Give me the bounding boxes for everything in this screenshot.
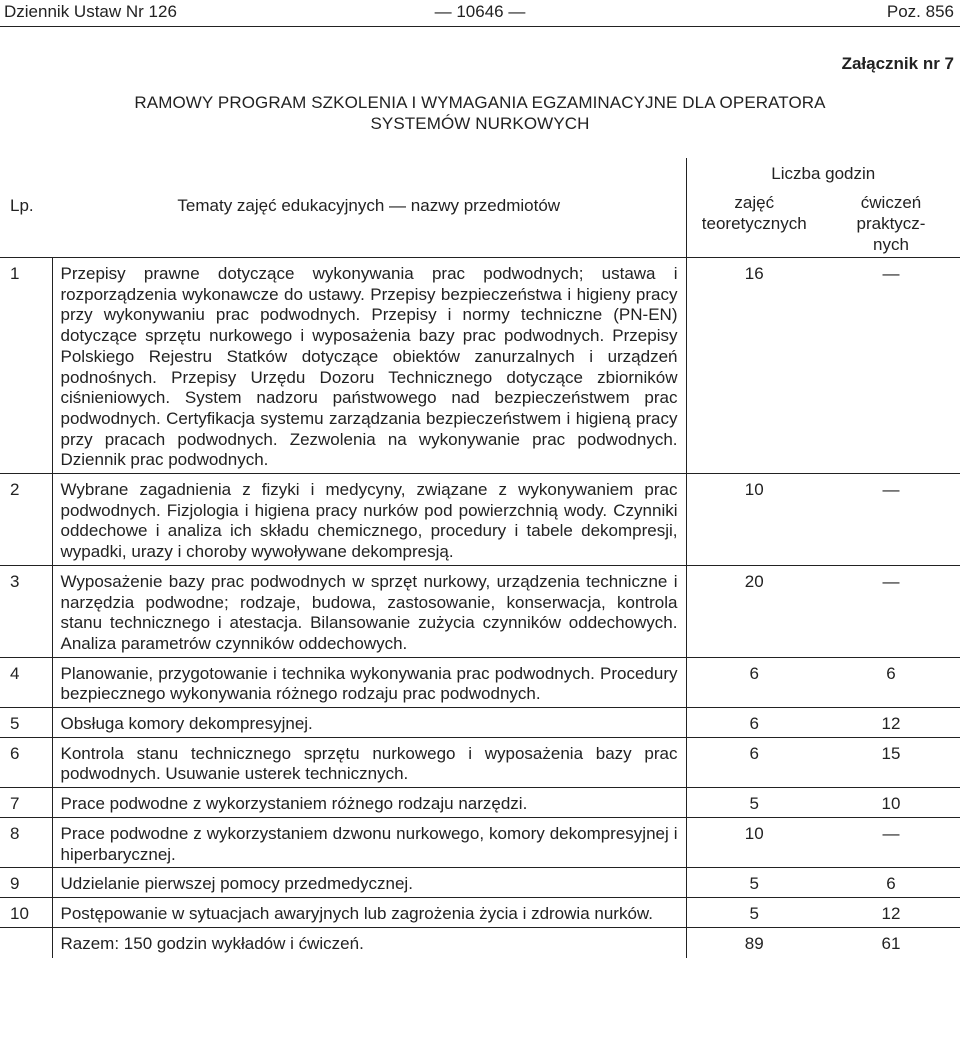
program-table: [0, 158, 960, 958]
row-practice-hours: 6: [822, 868, 960, 898]
row-practice-hours: 12: [822, 708, 960, 738]
col-header-hours: Liczba godzin: [686, 158, 960, 188]
row-topic: Prace podwodne z wykorzystaniem różnego rodzaju narzędzi.: [52, 788, 686, 818]
col-header-topic: Tematy zajęć edukacyjnych — nazwy przedmiotów: [52, 158, 686, 258]
row-topic: Wybrane zagadnienia z fizyki i medycyny, związane z wykonywaniem prac podwodnych. Fizjologia i higiena pracy nurków pod powierzchnią wody. Czynniki oddechowe i analiza ich składu chemicznego, procedury i tabele dekompresji, wypadki, urazy i choroby wywoływane dekompresją.: [52, 474, 686, 566]
table-row: [0, 868, 960, 898]
col-header-practice: ćwiczeń praktycz- nych: [822, 188, 960, 258]
header-row-top: [0, 158, 960, 188]
row-theory-hours: 5: [686, 868, 822, 898]
table-row: [0, 737, 960, 787]
row-topic: Przepisy prawne dotyczące wykonywania prac podwodnych; ustawa i rozporządzenia wykonawcze do ustawy. Przepisy bezpieczeństwa i higieny pracy przy wykonywaniu prac podwodnych. Przepisy i normy techniczne (PN-EN) dotyczące sprzętu nurkowego i wyposażenia bazy prac podwodnych. Przepisy Polskiego Rejestru Statków dotyczące obiektów zanurzalnych i urządzeń podnośnych. Przepisy Urzędu Dozoru Technicznego dotyczące zbiorników ciśnieniowych. System nadzoru państwowego nad bezpieczeństwem prac podwodnych. Certyfikacja systemu zarządzania bezpieczeństwem i higieną pracy przy pracach podwodnych. Zezwolenia na wykonywanie prac podwodnych. Dziennik prac podwodnych.: [52, 258, 686, 474]
row-practice-hours: —: [822, 474, 960, 566]
row-practice-hours: 10: [822, 788, 960, 818]
row-lp: 6: [0, 737, 52, 787]
row-lp: 3: [0, 565, 52, 657]
page-number: — 10646 —: [434, 2, 526, 21]
row-lp: 1: [0, 258, 52, 474]
row-lp: 8: [0, 817, 52, 867]
row-theory-hours: 16: [686, 258, 822, 474]
col-header-theory: zajęć teoretycznych: [686, 188, 822, 258]
table-row: [0, 817, 960, 867]
row-theory-hours: 6: [686, 708, 822, 738]
title-line-2: SYSTEMÓW NURKOWYCH: [370, 114, 590, 133]
row-lp: 9: [0, 868, 52, 898]
row-theory-hours: 10: [686, 474, 822, 566]
row-theory-hours: 5: [686, 897, 822, 927]
row-theory-hours: 10: [686, 817, 822, 867]
table-body: [0, 258, 960, 928]
table-row: [0, 897, 960, 927]
row-lp: 7: [0, 788, 52, 818]
table-row: [0, 788, 960, 818]
row-topic: Obsługa komory dekompresyjnej.: [52, 708, 686, 738]
row-topic: Wyposażenie bazy prac podwodnych w sprzęt nurkowy, urządzenia techniczne i narzędzia podwodne; rodzaje, budowa, zastosowanie, konserwacja, kontrola stanu technicznego i atestacja. Bilansowanie zużycia czynników oddechowych. Analiza parametrów czynników oddechowych.: [52, 565, 686, 657]
row-theory-hours: 6: [686, 657, 822, 707]
row-topic: Kontrola stanu technicznego sprzętu nurkowego i wyposażenia bazy prac podwodnych. Usuwanie usterek technicznych.: [52, 737, 686, 787]
total-practice: 61: [881, 933, 901, 953]
row-theory-hours: 20: [686, 565, 822, 657]
row-topic: Postępowanie w sytuacjach awaryjnych lub zagrożenia życia i zdrowia nurków.: [52, 897, 686, 927]
journal-name: Dziennik Ustaw Nr 126: [4, 2, 177, 21]
row-practice-hours: 12: [822, 897, 960, 927]
table-row: [0, 657, 960, 707]
row-theory-hours: 6: [686, 737, 822, 787]
row-practice-hours: 15: [822, 737, 960, 787]
row-topic: Prace podwodne z wykorzystaniem dzwonu nurkowego, komory dekompresyjnej i hiperbarycznej.: [52, 817, 686, 867]
row-lp: 4: [0, 657, 52, 707]
table-row: [0, 474, 960, 566]
row-topic: Udzielanie pierwszej pomocy przedmedycznej.: [52, 868, 686, 898]
position-number: Poz. 856: [886, 2, 954, 21]
row-lp: 10: [0, 897, 52, 927]
title-line-1: RAMOWY PROGRAM SZKOLENIA I WYMAGANIA EGZAMINACYJNE DLA OPERATORA: [134, 93, 826, 112]
row-lp: 2: [0, 474, 52, 566]
total-label: Razem: 150 godzin wykładów i ćwiczeń.: [52, 927, 686, 958]
row-practice-hours: —: [822, 258, 960, 474]
total-theory: 89: [686, 927, 822, 958]
row-practice-hours: 6: [822, 657, 960, 707]
row-practice-hours: —: [822, 817, 960, 867]
annex-label: Załącznik nr 7: [841, 54, 954, 73]
row-topic: Planowanie, przygotowanie i technika wykonywania prac podwodnych. Procedury bezpiecznego wykonywania różnego rodzaju prac podwodnych.: [52, 657, 686, 707]
page-header: [0, 0, 960, 30]
total-row: [0, 927, 960, 958]
header-divider: [0, 26, 960, 27]
table-row: [0, 258, 960, 474]
col-header-lp: Lp.: [0, 158, 52, 258]
table-row: [0, 565, 960, 657]
row-theory-hours: 5: [686, 788, 822, 818]
table-row: [0, 708, 960, 738]
row-lp: 5: [0, 708, 52, 738]
row-practice-hours: —: [822, 565, 960, 657]
document-title: [0, 92, 960, 134]
